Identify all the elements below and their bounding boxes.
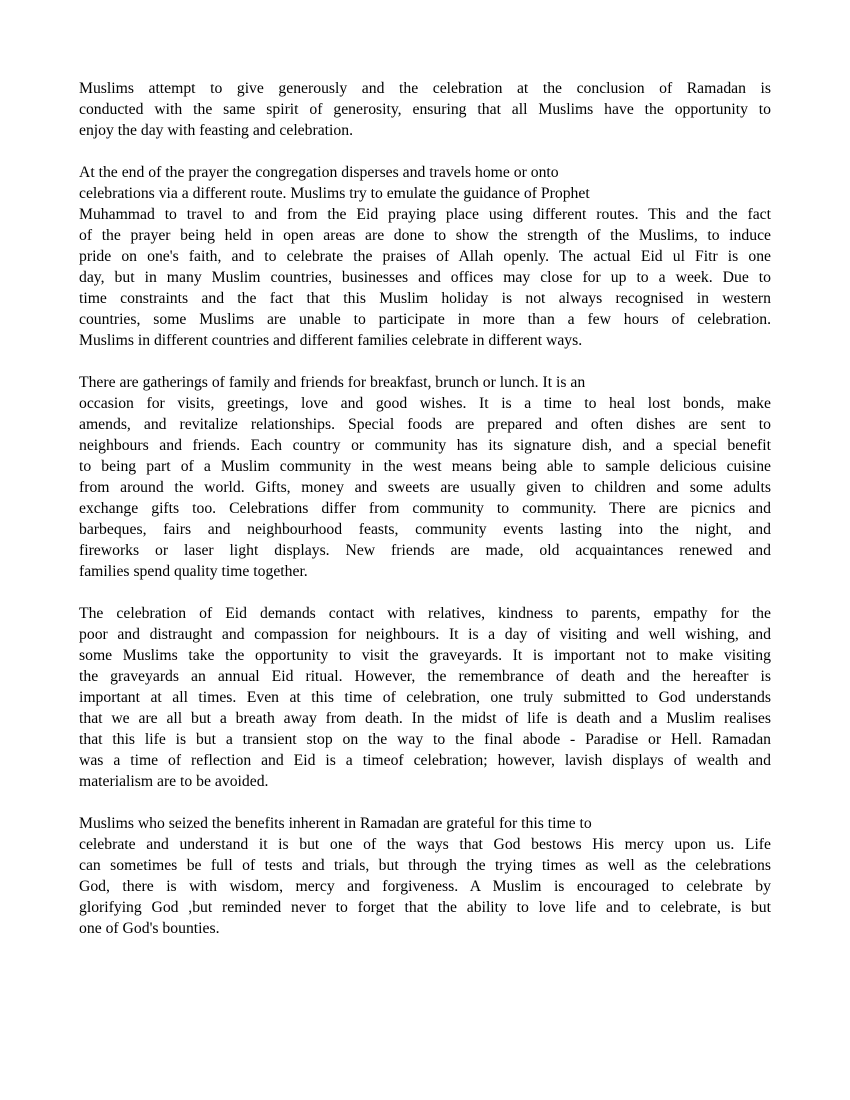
text-line: glorifying God ,but reminded never to forget that the ability to love life and to celebrate, is but: [79, 899, 771, 916]
text-line: the graveyards an annual Eid ritual. However, the remembrance of death and the hereafter is: [79, 668, 771, 685]
text-line: some Muslims take the opportunity to visit the graveyards. It is important not to make visiting: [79, 647, 771, 664]
text-line: pride on one's faith, and to celebrate the praises of Allah openly. The actual Eid ul Fitr is one: [79, 248, 771, 265]
text-line: enjoy the day with feasting and celebration.: [79, 122, 354, 139]
text-line: that this life is but a transient stop on the way to the final abode - Paradise or Hell. Ramadan: [79, 731, 771, 748]
text-line: one of God's bounties.: [79, 920, 220, 937]
text-line: materialism are to be avoided.: [79, 773, 269, 790]
text-line: At the end of the prayer the congregation disperses and travels home or onto: [79, 164, 559, 181]
text-line: Muslims attempt to give generously and the celebration at the conclusion of Ramadan is: [79, 80, 771, 97]
paragraph: [79, 603, 771, 792]
text-line: celebrate and understand it is but one of the ways that God bestows His mercy upon us. Life: [79, 836, 771, 853]
text-line: Muhammad to travel to and from the Eid praying place using different routes. This and the fact: [79, 206, 771, 223]
text-line: conducted with the same spirit of generosity, ensuring that all Muslims have the opportunity to: [79, 101, 771, 118]
text-line: There are gatherings of family and friends for breakfast, brunch or lunch. It is an: [79, 374, 586, 391]
text-line: God, there is with wisdom, mercy and forgiveness. A Muslim is encouraged to celebrate by: [79, 878, 771, 895]
text-line: celebrations via a different route. Muslims try to emulate the guidance of Prophet: [79, 185, 590, 202]
text-line: The celebration of Eid demands contact with relatives, kindness to parents, empathy for the: [79, 605, 771, 622]
text-line: day, but in many Muslim countries, businesses and offices may close for up to a week. Due to: [79, 269, 771, 286]
paragraph: [79, 78, 771, 141]
text-line: was a time of reflection and Eid is a timeof celebration; however, lavish displays of wealth and: [79, 752, 771, 769]
text-line: that we are all but a breath away from death. In the midst of life is death and a Muslim realises: [79, 710, 771, 727]
text-line: Muslims in different countries and different families celebrate in different ways.: [79, 332, 583, 349]
paragraph: [79, 813, 771, 939]
text-line: from around the world. Gifts, money and sweets are usually given to children and some adults: [79, 479, 771, 496]
text-line: can sometimes be full of tests and trials, but through the trying times as well as the celebrations: [79, 857, 771, 874]
text-line: Muslims who seized the benefits inherent in Ramadan are grateful for this time to: [79, 815, 592, 832]
text-line: to being part of a Muslim community in the west means being able to sample delicious cuisine: [79, 458, 771, 475]
text-line: of the prayer being held in open areas are done to show the strength of the Muslims, to induce: [79, 227, 771, 244]
text-line: barbeques, fairs and neighbourhood feasts, community events lasting into the night, and: [79, 521, 771, 538]
text-line: fireworks or laser light displays. New friends are made, old acquaintances renewed and: [79, 542, 771, 559]
paragraph: [79, 162, 771, 351]
text-line: countries, some Muslims are unable to participate in more than a few hours of celebration.: [79, 311, 771, 328]
paragraph: [79, 372, 771, 582]
text-line: amends, and revitalize relationships. Special foods are prepared and often dishes are sent to: [79, 416, 771, 433]
text-line: occasion for visits, greetings, love and good wishes. It is a time to heal lost bonds, make: [79, 395, 771, 412]
text-line: neighbours and friends. Each country or community has its signature dish, and a special benefit: [79, 437, 771, 454]
document-body: [79, 78, 771, 939]
text-line: time constraints and the fact that this Muslim holiday is not always recognised in western: [79, 290, 771, 307]
text-line: important at all times. Even at this time of celebration, one truly submitted to God understands: [79, 689, 771, 706]
document-page: [79, 78, 771, 960]
text-line: exchange gifts too. Celebrations differ from community to community. There are picnics and: [79, 500, 771, 517]
text-line: families spend quality time together.: [79, 563, 308, 580]
text-line: poor and distraught and compassion for neighbours. It is a day of visiting and well wishing, and: [79, 626, 771, 643]
